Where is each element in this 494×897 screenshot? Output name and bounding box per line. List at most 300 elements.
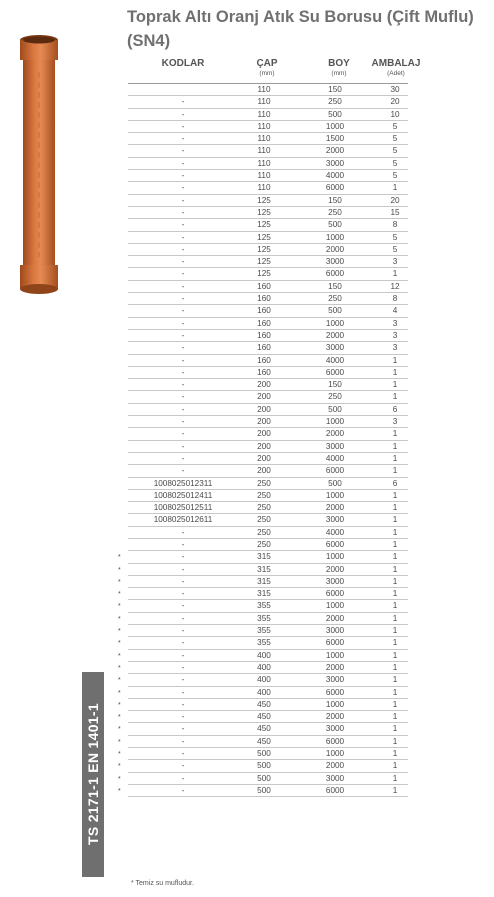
table-row [0,355,494,367]
clean-water-marker: * [118,775,121,783]
diameter-cell: 160 [257,355,271,365]
table-row [0,539,494,551]
code-cell: - [181,367,185,377]
package-cell: 15 [390,207,400,217]
code-cell: - [181,712,185,722]
code-cell: - [181,355,185,365]
code-cell: - [181,552,185,562]
diameter-cell: 250 [257,515,271,525]
length-cell: 3000 [325,343,345,353]
package-cell: 5 [392,146,398,156]
header-ambalaj [368,58,424,77]
package-cell: 1 [392,675,398,685]
package-cell: 1 [392,503,398,513]
code-cell: - [181,749,185,759]
clean-water-marker: * [118,677,121,685]
diameter-cell: 355 [257,601,271,611]
table-row [0,268,494,280]
code-cell: - [181,761,185,771]
clean-water-marker: * [118,578,121,586]
code-cell: - [181,687,185,697]
package-cell: 6 [392,404,398,414]
length-cell: 1000 [325,121,345,131]
code-cell: - [181,675,185,685]
table-row [0,674,494,686]
table-row [0,465,494,477]
diameter-cell: 500 [257,761,271,771]
code-cell: - [181,97,185,107]
package-cell: 5 [392,171,398,181]
clean-water-marker: * [118,738,121,746]
length-cell: 2000 [325,330,345,340]
table-row [0,773,494,785]
clean-water-marker: * [118,751,121,759]
package-cell: 1 [392,650,398,660]
clean-water-marker: * [118,701,121,709]
length-cell: 1000 [325,318,345,328]
diameter-cell: 500 [257,749,271,759]
clean-water-marker: * [118,763,121,771]
length-cell: 4000 [325,171,345,181]
package-cell: 5 [392,121,398,131]
clean-water-marker: * [118,787,121,795]
header-cap [244,58,290,77]
clean-water-marker: * [118,628,121,636]
package-cell: 6 [392,478,398,488]
package-cell: 10 [390,109,400,119]
table-row [0,195,494,207]
length-cell: 3000 [325,724,345,734]
code-cell: - [181,318,185,328]
diameter-cell: 160 [257,367,271,377]
code-cell: - [181,613,185,623]
code-cell: - [181,724,185,734]
code-cell: - [181,109,185,119]
code-cell: - [181,207,185,217]
code-cell: 1008025012511 [153,503,213,513]
package-cell: 1 [392,785,398,795]
header-kodlar [140,58,226,69]
code-cell: - [181,429,185,439]
diameter-cell: 125 [257,257,271,267]
length-cell: 1000 [325,749,345,759]
table-row [0,182,494,194]
diameter-cell: 125 [257,269,271,279]
header-boy-label: BOY [328,58,350,69]
package-cell: 1 [392,613,398,623]
length-cell: 500 [328,404,342,414]
package-cell: 12 [390,281,400,291]
package-cell: 5 [392,244,398,254]
code-cell: - [181,343,185,353]
code-cell: 1008025012311 [153,478,213,488]
length-cell: 150 [328,85,342,94]
diameter-cell: 315 [257,564,271,574]
package-cell: 3 [392,330,398,340]
length-cell: 250 [328,97,342,107]
table-row [0,207,494,219]
clean-water-marker: * [118,640,121,648]
package-cell: 8 [392,294,398,304]
diameter-cell: 200 [257,453,271,463]
package-cell: 1 [392,441,398,451]
code-cell: - [181,294,185,304]
clean-water-marker: * [118,689,121,697]
code-cell: - [181,466,185,476]
table-row [0,748,494,760]
table-row [0,84,494,96]
table-row [0,293,494,305]
table-row [0,232,494,244]
diameter-cell: 200 [257,380,271,390]
table-row [0,613,494,625]
length-cell: 3000 [325,441,345,451]
length-cell: 150 [328,380,342,390]
code-cell: - [181,564,185,574]
package-cell: 1 [392,527,398,537]
length-cell: 3000 [325,515,345,525]
package-cell: 1 [392,367,398,377]
table-row [0,478,494,490]
length-cell: 6000 [325,638,345,648]
length-cell: 500 [328,220,342,230]
package-cell: 1 [392,183,398,193]
diameter-cell: 110 [257,171,271,181]
package-cell: 30 [390,85,400,94]
diameter-cell: 315 [257,552,271,562]
package-cell: 1 [392,687,398,697]
code-cell: - [181,736,185,746]
diameter-cell: 400 [257,662,271,672]
code-cell: - [181,146,185,156]
length-cell: 2000 [325,503,345,513]
length-cell: 1000 [325,232,345,242]
length-cell: 500 [328,109,342,119]
diameter-cell: 110 [257,121,271,131]
diameter-cell: 160 [257,281,271,291]
length-cell: 2000 [325,613,345,623]
code-cell: - [181,638,185,648]
diameter-cell: 200 [257,429,271,439]
diameter-cell: 110 [257,183,271,193]
diameter-cell: 110 [257,109,271,119]
length-cell: 1000 [325,490,345,500]
diameter-cell: 200 [257,404,271,414]
table-row [0,121,494,133]
clean-water-marker: * [118,554,121,562]
table-row [0,588,494,600]
code-cell: - [181,626,185,636]
code-cell: - [181,281,185,291]
header-ambalaj-label: AMBALAJ [371,58,421,69]
table-row [0,96,494,108]
package-cell: 20 [390,97,400,107]
length-cell: 2000 [325,244,345,254]
length-cell: 250 [328,207,342,217]
table-row [0,453,494,465]
diameter-cell: 200 [257,392,271,402]
code-cell: - [181,417,185,427]
package-cell: 1 [392,429,398,439]
package-cell: 1 [392,380,398,390]
table-row [0,305,494,317]
product-table [0,84,494,797]
length-cell: 6000 [325,367,345,377]
diameter-cell: 250 [257,503,271,513]
length-cell: 4000 [325,453,345,463]
table-row [0,109,494,121]
diameter-cell: 160 [257,343,271,353]
package-cell: 1 [392,576,398,586]
code-cell: - [181,404,185,414]
table-row [0,785,494,797]
code-cell: - [181,576,185,586]
table-row [0,502,494,514]
package-cell: 1 [392,490,398,500]
package-cell: 5 [392,158,398,168]
table-row [0,564,494,576]
diameter-cell: 160 [257,306,271,316]
package-cell: 1 [392,552,398,562]
length-cell: 2000 [325,429,345,439]
table-row [0,133,494,145]
diameter-cell: 125 [257,207,271,217]
length-cell: 6000 [325,736,345,746]
header-boy-unit: (mm) [331,70,347,77]
header-boy [316,58,362,77]
diameter-cell: 110 [257,146,271,156]
diameter-cell: 200 [257,466,271,476]
package-cell: 1 [392,712,398,722]
table-row [0,379,494,391]
code-cell: - [181,453,185,463]
diameter-cell: 125 [257,220,271,230]
code-cell: - [181,134,185,144]
header-cap-label: ÇAP [256,58,278,69]
table-row [0,551,494,563]
table-row [0,342,494,354]
code-cell: - [181,269,185,279]
length-cell: 6000 [325,539,345,549]
package-cell: 1 [392,269,398,279]
table-row [0,723,494,735]
table-row [0,219,494,231]
package-cell: 1 [392,749,398,759]
length-cell: 2000 [325,146,345,156]
table-row [0,367,494,379]
length-cell: 6000 [325,466,345,476]
length-cell: 2000 [325,564,345,574]
code-cell: - [181,441,185,451]
package-cell: 8 [392,220,398,230]
package-cell: 1 [392,699,398,709]
table-row [0,428,494,440]
table-row [0,662,494,674]
header-cap-unit: (mm) [259,70,275,77]
clean-water-marker: * [118,664,121,672]
diameter-cell: 315 [257,576,271,586]
table-row [0,736,494,748]
length-cell: 1500 [325,134,345,144]
length-cell: 4000 [325,527,345,537]
table-row [0,318,494,330]
diameter-cell: 500 [257,785,271,795]
package-cell: 20 [390,195,400,205]
code-cell: - [181,330,185,340]
code-cell: - [181,158,185,168]
code-cell: - [181,785,185,795]
code-cell: - [181,220,185,230]
diameter-cell: 315 [257,589,271,599]
table-row [0,391,494,403]
length-cell: 250 [328,392,342,402]
package-cell: 3 [392,417,398,427]
length-cell: 6000 [325,269,345,279]
code-cell: - [181,527,185,537]
package-cell: 1 [392,539,398,549]
header-kodlar-label: KODLAR [161,58,205,69]
package-cell: 5 [392,232,398,242]
table-row [0,441,494,453]
diameter-cell: 500 [257,773,271,783]
package-cell: 1 [392,564,398,574]
length-cell: 150 [328,281,342,291]
length-cell: 3000 [325,158,345,168]
diameter-cell: 200 [257,417,271,427]
length-cell: 3000 [325,675,345,685]
diameter-cell: 160 [257,294,271,304]
diameter-cell: 110 [257,134,271,144]
table-row [0,699,494,711]
length-cell: 3000 [325,257,345,267]
length-cell: 2000 [325,712,345,722]
length-cell: 150 [328,195,342,205]
diameter-cell: 110 [257,85,271,94]
header-ambalaj-unit: (Adet) [387,70,405,77]
diameter-cell: 355 [257,638,271,648]
diameter-cell: 450 [257,712,271,722]
clean-water-marker: * [118,652,121,660]
diameter-cell: 125 [257,195,271,205]
diameter-cell: 125 [257,244,271,254]
length-cell: 2000 [325,761,345,771]
table-row [0,625,494,637]
diameter-cell: 250 [257,527,271,537]
table-row [0,170,494,182]
diameter-cell: 160 [257,318,271,328]
table-row [0,490,494,502]
code-cell: - [181,121,185,131]
package-cell: 1 [392,662,398,672]
package-cell: 3 [392,257,398,267]
table-row [0,576,494,588]
table-row [0,760,494,772]
code-cell: - [181,195,185,205]
package-cell: 4 [392,306,398,316]
code-cell: - [181,257,185,267]
table-row [0,600,494,612]
length-cell: 1000 [325,601,345,611]
table-row [0,244,494,256]
diameter-cell: 125 [257,232,271,242]
clean-water-marker: * [118,714,121,722]
diameter-cell: 110 [257,97,271,107]
table-row [0,145,494,157]
package-cell: 3 [392,343,398,353]
code-cell: - [181,539,185,549]
diameter-cell: 250 [257,539,271,549]
code-cell: - [181,183,185,193]
package-cell: 1 [392,466,398,476]
code-cell: 1008025012611 [153,515,213,525]
code-cell: 1008025012411 [153,490,213,500]
length-cell: 6000 [325,589,345,599]
code-cell: - [181,392,185,402]
package-cell: 1 [392,724,398,734]
table-row [0,158,494,170]
diameter-cell: 450 [257,736,271,746]
length-cell: 500 [328,478,342,488]
standards-label: TS 2171-1 EN 1401-1 [85,703,101,845]
package-cell: 5 [392,134,398,144]
diameter-cell: 250 [257,490,271,500]
length-cell: 2000 [325,662,345,672]
length-cell: 3000 [325,773,345,783]
package-cell: 1 [392,626,398,636]
code-cell: - [181,171,185,181]
table-row [0,256,494,268]
diameter-cell: 250 [257,478,271,488]
clean-water-marker: * [118,591,121,599]
package-cell: 3 [392,318,398,328]
package-cell: 1 [392,355,398,365]
table-row [0,527,494,539]
table-row [0,330,494,342]
length-cell: 250 [328,294,342,304]
code-cell: - [181,380,185,390]
diameter-cell: 160 [257,330,271,340]
package-cell: 1 [392,736,398,746]
package-cell: 1 [392,601,398,611]
package-cell: 1 [392,392,398,402]
diameter-cell: 355 [257,626,271,636]
clean-water-marker: * [118,566,121,574]
table-row [0,711,494,723]
package-cell: 1 [392,589,398,599]
code-cell: - [181,589,185,599]
length-cell: 1000 [325,650,345,660]
clean-water-marker: * [118,603,121,611]
clean-water-marker: * [118,726,121,734]
diameter-cell: 200 [257,441,271,451]
code-cell: - [181,650,185,660]
table-row [0,637,494,649]
code-cell: - [181,232,185,242]
diameter-cell: 355 [257,613,271,623]
code-cell: - [181,773,185,783]
code-cell: - [181,244,185,254]
code-cell: - [181,662,185,672]
length-cell: 3000 [325,576,345,586]
length-cell: 1000 [325,417,345,427]
table-row [0,404,494,416]
table-row [0,650,494,662]
package-cell: 1 [392,638,398,648]
code-cell: - [181,601,185,611]
clean-water-marker: * [118,615,121,623]
length-cell: 6000 [325,183,345,193]
diameter-cell: 450 [257,724,271,734]
